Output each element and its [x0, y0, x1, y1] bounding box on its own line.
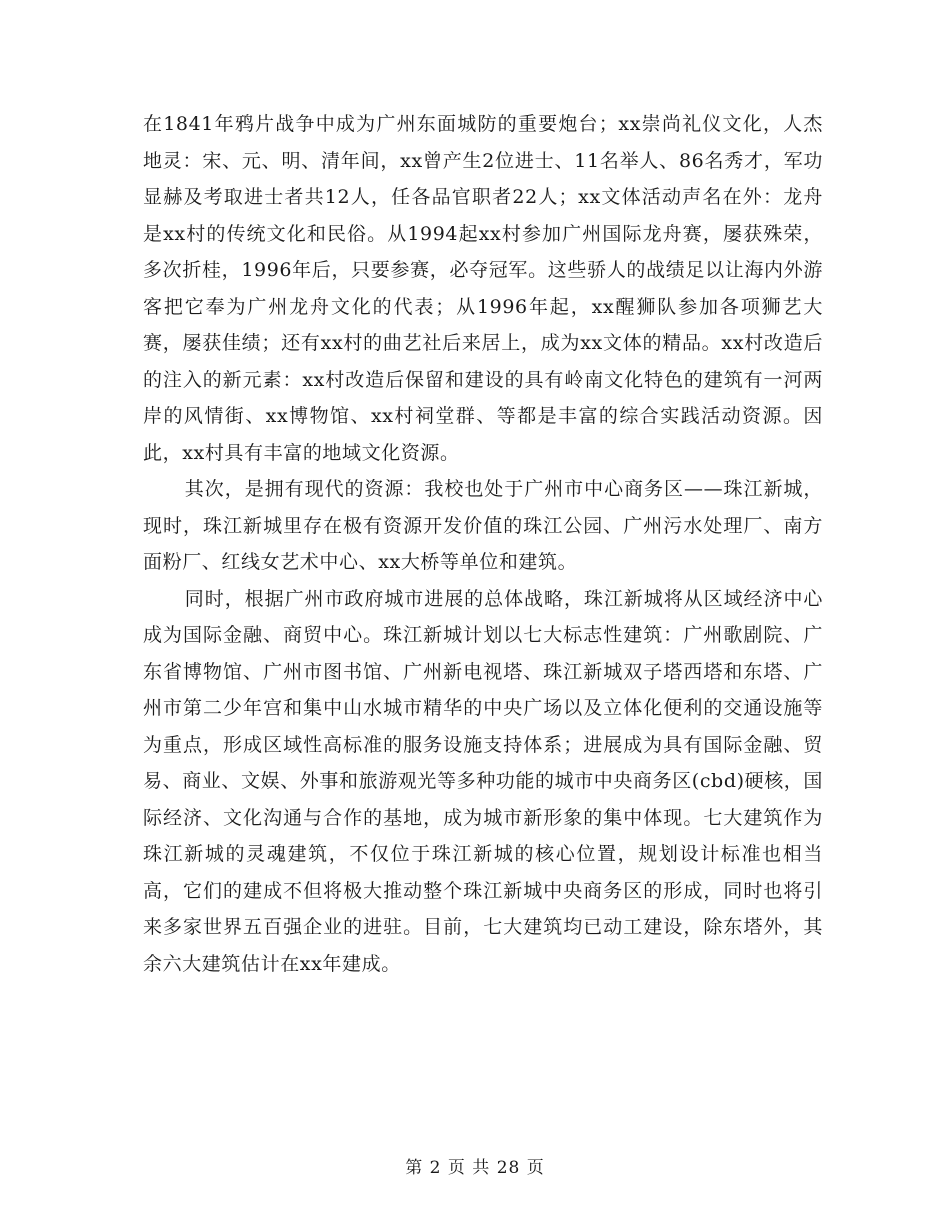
document-body [143, 106, 823, 982]
paragraph-1: 在1841年鸦片战争中成为广州东面城防的重要炮台；xx崇尚礼仪文化，人杰地灵：宋、元、明、清年间，xx曾产生2位进士、11名举人、86名秀才，军功显赫及考取进士者共12人，任各品官职者22人；xx文体活动声名在外：龙舟是xx村的传统文化和民俗。从1994起xx村参加广州国际龙舟赛，屡获殊荣，多次折桂，1996年后，只要参赛，必夺冠军。这些骄人的战绩足以让海内外游客把它奉为广州龙舟文化的代表；从1996年起，xx醒狮队参加各项狮艺大赛，屡获佳绩；还有xx村的曲艺社后来居上，成为xx文体的精品。xx村改造后的注入的新元素：xx村改造后保留和建设的具有岭南文化特色的建筑有一河两岸的风情街、xx博物馆、xx村祠堂群、等都是丰富的综合实践活动资源。因此，xx村具有丰富的地域文化资源。 [143, 113, 823, 464]
page-number: 第 2 页 共 28 页 [405, 1158, 545, 1178]
paragraph-2: 其次，是拥有现代的资源：我校也处于广州市中心商务区——珠江新城，现时，珠江新城里存在极有资源开发价值的珠江公园、广州污水处理厂、南方面粉厂、红线女艺术中心、xx大桥等单位和建筑。 [143, 478, 823, 573]
page-footer [0, 1153, 950, 1178]
paragraph-3: 同时，根据广州市政府城市进展的总体战略，珠江新城将从区域经济中心成为国际金融、商贸中心。珠江新城计划以七大标志性建筑：广州歌剧院、广东省博物馆、广州市图书馆、广州新电视塔、珠江新城双子塔西塔和东塔、广州市第二少年宫和集中山水城市精华的中央广场以及立体化便利的交通设施等为重点，形成区域性高标准的服务设施支持体系；进展成为具有国际金融、贸易、商业、文娱、外事和旅游观光等多种功能的城市中央商务区(cbd)硬核，国际经济、文化沟通与合作的基地，成为城市新形象的集中体现。七大建筑作为珠江新城的灵魂建筑，不仅位于珠江新城的核心位置，规划设计标准也相当高，它们的建成不但将极大推动整个珠江新城中央商务区的形成，同时也将引来多家世界五百强企业的进驻。目前，七大建筑均已动工建设，除东塔外，其余六大建筑估计在xx年建成。 [143, 587, 823, 975]
